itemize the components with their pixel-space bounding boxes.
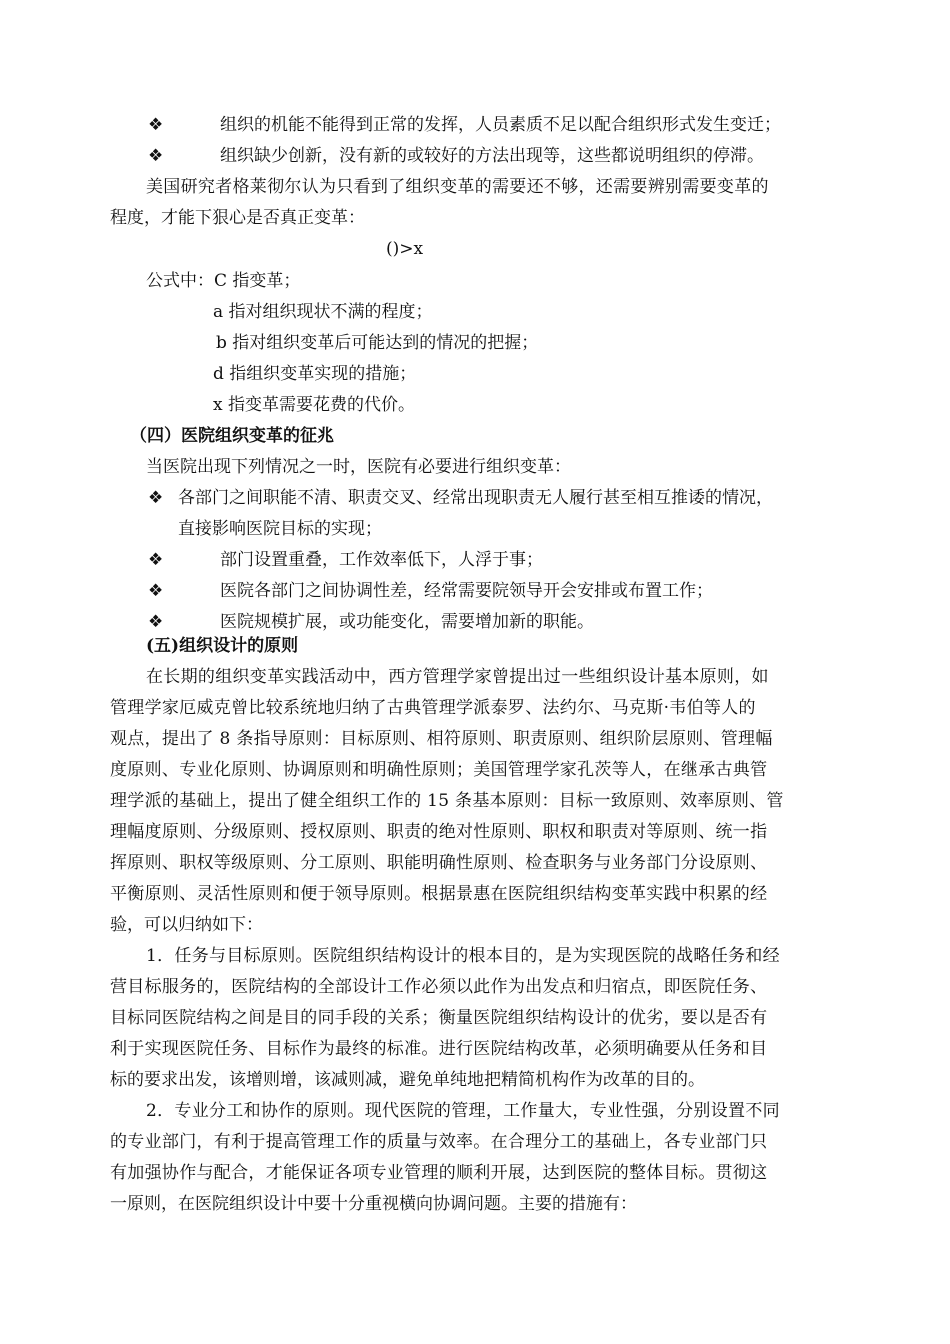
- formula-legend-line: x 指变革需要花费的代价。: [213, 395, 415, 415]
- paragraph-line: 理幅度原则、分级原则、授权原则、职责的绝对性原则、职权和职责对等原则、统一指: [110, 822, 768, 842]
- paragraph-line: 目标同医院结构之间是目的同手段的关系；衡量医院组织结构设计的优劣，要以是否有: [110, 1008, 768, 1028]
- paragraph-line: 在长期的组织变革实践活动中，西方管理学家曾提出过一些组织设计基本原则，如: [146, 667, 769, 687]
- diamond-bullet-icon: ❖: [148, 488, 164, 508]
- paragraph-line: 程度，才能下狠心是否真正变革：: [110, 208, 365, 228]
- paragraph-line: 度原则、专业化原则、协调原则和明确性原则；美国管理学家孔茨等人，在继承古典管: [110, 760, 768, 780]
- paragraph-line: 2．专业分工和协作的原则。现代医院的管理，工作量大，专业性强，分别设置不同: [146, 1101, 780, 1121]
- section-heading: (五)组织设计的原则: [146, 636, 299, 656]
- bullet-text: 医院规模扩展，或功能变化，需要增加新的职能。: [220, 612, 594, 632]
- formula-legend-line: a 指对组织现状不满的程度；: [213, 302, 433, 322]
- paragraph-line: 1．任务与目标原则。医院组织结构设计的根本目的，是为实现医院的战略任务和经: [146, 946, 780, 966]
- paragraph-line: 有加强协作与配合，才能保证各项专业管理的顺利开展，达到医院的整体目标。贯彻这: [110, 1163, 768, 1183]
- paragraph-line: 验，可以归纳如下：: [110, 915, 263, 935]
- formula-legend-line: b 指对组织变革后可能达到的情况的把握；: [216, 333, 539, 353]
- paragraph-line: 平衡原则、灵活性原则和便于领导原则。根据景惠在医院组织结构变革实践中积累的经: [110, 884, 768, 904]
- paragraph-line: 管理学家厄威克曾比较系统地归纳了古典管理学派泰罗、法约尔、马克斯·韦伯等人的: [110, 698, 756, 718]
- paragraph-line: 一原则，在医院组织设计中要十分重视横向协调问题。主要的措施有：: [110, 1194, 637, 1214]
- bullet-text: 医院各部门之间协调性差，经常需要院领导开会安排或布置工作；: [220, 581, 713, 601]
- paragraph-line: 营目标服务的，医院结构的全部设计工作必须以此作为出发点和归宿点，即医院任务、: [110, 977, 768, 997]
- formula: ()>x: [386, 239, 424, 259]
- bullet-text: 部门设置重叠，工作效率低下，人浮于事；: [220, 550, 543, 570]
- diamond-bullet-icon: ❖: [148, 612, 164, 632]
- formula-legend-line: d 指组织变革实现的措施；: [213, 364, 417, 384]
- section-heading: （四）医院组织变革的征兆: [130, 426, 334, 446]
- paragraph-line: 观点，提出了 8 条指导原则：目标原则、相符原则、职责原则、组织阶层原则、管理幅: [110, 729, 773, 749]
- bullet-text: 直接影响医院目标的实现；: [178, 519, 382, 539]
- paragraph-line: 当医院出现下列情况之一时，医院有必要进行组织变革：: [146, 457, 571, 477]
- bullet-text: 各部门之间职能不清、职责交叉、经常出现职责无人履行甚至相互推诿的情况，: [178, 488, 773, 508]
- paragraph-line: 美国研究者格莱彻尔认为只看到了组织变革的需要还不够，还需要辨别需要变革的: [146, 177, 769, 197]
- diamond-bullet-icon: ❖: [148, 581, 164, 601]
- bullet-text: 组织缺少创新，没有新的或较好的方法出现等，这些都说明组织的停滞。: [220, 146, 764, 166]
- paragraph-line: 的专业部门，有利于提高管理工作的质量与效率。在合理分工的基础上，各专业部门只: [110, 1132, 768, 1152]
- paragraph-line: 利于实现医院任务、目标作为最终的标准。进行医院结构改革，必须明确要从任务和目: [110, 1039, 768, 1059]
- formula-legend-line: 公式中：C 指变革；: [146, 271, 301, 291]
- diamond-bullet-icon: ❖: [148, 146, 164, 166]
- bullet-text: 组织的机能不能得到正常的发挥，人员素质不足以配合组织形式发生变迁；: [220, 115, 781, 135]
- paragraph-line: 挥原则、职权等级原则、分工原则、职能明确性原则、检查职务与业务部门分设原则、: [110, 853, 768, 873]
- diamond-bullet-icon: ❖: [148, 115, 164, 135]
- diamond-bullet-icon: ❖: [148, 550, 164, 570]
- paragraph-line: 标的要求出发，该增则增，该减则减，避免单纯地把精简机构作为改革的目的。: [110, 1070, 705, 1090]
- paragraph-line: 理学派的基础上，提出了健全组织工作的 15 条基本原则：目标一致原则、效率原则、管: [110, 791, 784, 811]
